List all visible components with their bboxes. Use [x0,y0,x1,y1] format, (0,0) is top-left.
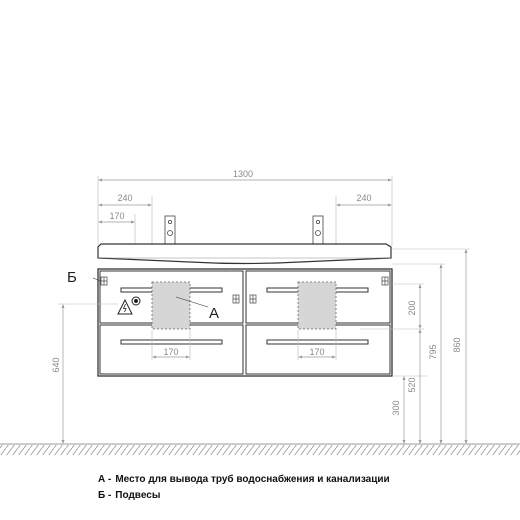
basin-top [98,244,391,264]
callout-a: А [209,305,220,322]
legend-text-b: Подвесы [115,490,161,501]
dim-zone-height: 200 [407,300,417,316]
dim-basin-top: 860 [452,337,462,353]
handle-bottom-right [267,340,368,344]
pipe-zone-left [152,282,190,329]
pipe-left [165,216,175,246]
floor [0,444,520,455]
cabinet [98,269,392,376]
dim-left-offset: 240 [117,193,133,203]
socket-icon [132,297,140,305]
legend-key-a: А - [98,474,112,485]
dim-cabinet-bottom: 300 [391,400,401,416]
dim-floor-to-bottom: 640 [51,357,61,373]
pipe-zone-right [298,282,336,329]
dim-handle-right: 170 [309,347,325,357]
dim-right-offset: 240 [356,193,372,203]
handle-bottom-left [121,340,222,344]
pipe-right [313,216,323,246]
dim-left-inner-offset: 170 [109,211,125,221]
callout-b: Б [67,269,77,286]
legend-item-a [98,474,508,485]
dim-handle-left: 170 [163,347,179,357]
dim-zone-bottom: 520 [407,377,417,393]
top-dimensions [98,168,392,246]
dim-cabinet-top: 795 [428,344,438,360]
legend-text-a: Место для вывода труб водоснабжения и канализации [115,474,390,485]
legend-key-b: Б - [98,490,112,501]
dim-total-width: 1300 [232,169,254,179]
legend-item-b [98,490,508,501]
